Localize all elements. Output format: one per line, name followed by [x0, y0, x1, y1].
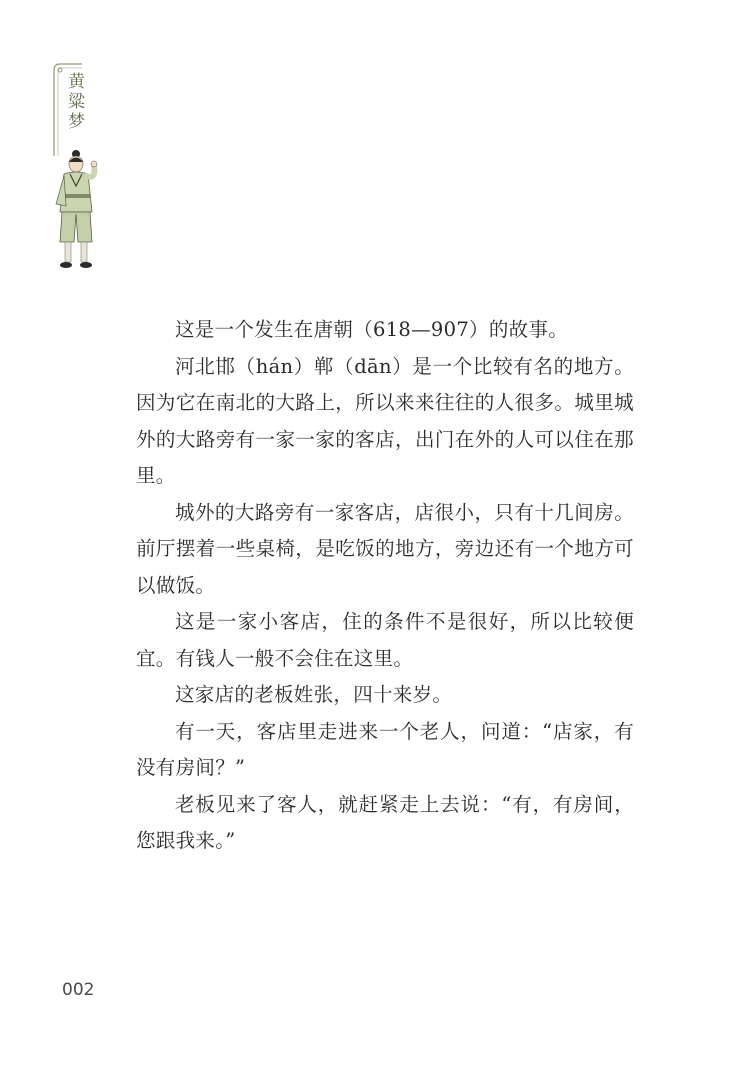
- paragraph: 城外的大路旁有一家客店，店很小，只有十几间房。前厅摆着一些桌椅，是吃饭的地方，旁边还有一个地方可以做饭。: [136, 500, 634, 597]
- paragraph: 有一天，客店里走进来一个老人，问道：“店家，有没有房间？”: [136, 719, 634, 779]
- story-body: [136, 312, 634, 860]
- paragraph: 这家店的老板姓张，四十来岁。: [175, 683, 453, 706]
- paragraph: 河北邯（hán）郸（dān）是一个比较有名的地方。因为它在南北的大路上，所以来来往往的人很多。城里城外的大路旁有一家一家的客店，出门在外的人可以住在那里。: [136, 354, 634, 487]
- page-number: 002: [62, 980, 95, 1000]
- paragraph: 这是一家小客店，住的条件不是很好，所以比较便宜。有钱人一般不会住在这里。: [136, 610, 634, 670]
- chapter-header: [52, 62, 112, 272]
- paragraph: 这是一个发生在唐朝（618—907）的故事。: [175, 318, 569, 341]
- scholar-figure-illustration: [52, 150, 112, 272]
- chapter-title: 黄粱梦: [64, 72, 84, 132]
- paragraph: 老板见来了客人，就赶紧走上去说：“有，有房间，您跟我来。”: [136, 792, 634, 852]
